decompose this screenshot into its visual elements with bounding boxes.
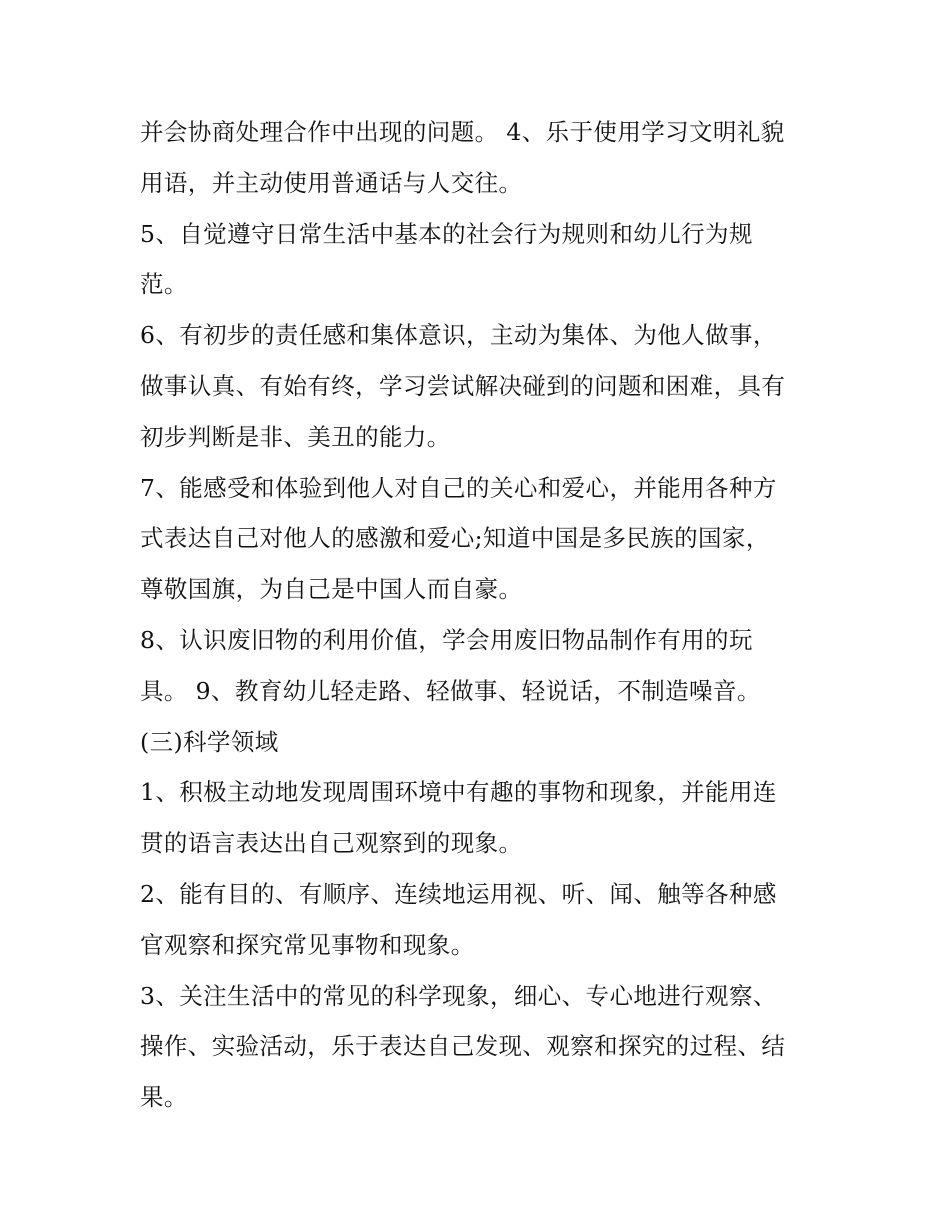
text-line-6: 做事认真、有始有终，学习尝试解决碰到的问题和困难，具有 [140, 371, 786, 400]
text-line-17: 官观察和探究常见事物和现象。 [140, 930, 475, 959]
text-line-9: 式表达自己对他人的感激和爱心;知道中国是多民族的国家， [140, 524, 770, 553]
text-line-11: 8、认识废旧物的利用价值，学会用废旧物品制作有用的玩 [140, 625, 753, 654]
section-heading-science: (三)科学领域 [140, 727, 279, 756]
body-text [140, 107, 820, 1123]
text-line-4: 范。 [140, 270, 188, 299]
text-line-1: 并会协商处理合作中出现的问题。 4、乐于使用学习文明礼貌 [140, 118, 785, 146]
text-line-18: 3、关注生活中的常见的科学现象，细心、专心地进行观察、 [140, 981, 777, 1010]
text-line-5: 6、有初步的责任感和集体意识，主动为集体、为他人做事， [140, 321, 777, 350]
text-line-16: 2、能有目的、有顺序、连续地运用视、听、闻、触等各种感 [140, 879, 777, 908]
text-line-10: 尊敬国旗，为自己是中国人而自豪。 [140, 575, 523, 604]
text-line-15: 贯的语言表达出自己观察到的现象。 [140, 829, 523, 858]
text-line-7: 初步判断是非、美丑的能力。 [140, 422, 451, 451]
text-line-12: 具。 9、教育幼儿轻走路、轻做事、轻说话，不制造噪音。 [140, 676, 761, 705]
text-line-8: 7、能感受和体验到他人对自己的关心和爱心，并能用各种方 [140, 473, 777, 502]
text-line-19: 操作、实验活动，乐于表达自己发现、观察和探究的过程、结 [140, 1032, 786, 1061]
text-line-20: 果。 [140, 1083, 188, 1112]
text-line-3: 5、自觉遵守日常生活中基本的社会行为规则和幼儿行为规 [140, 219, 753, 248]
text-line-14: 1、积极主动地发现周围环境中有趣的事物和现象，并能用连 [140, 778, 777, 807]
text-line-2: 用语，并主动使用普通话与人交往。 [140, 168, 523, 197]
